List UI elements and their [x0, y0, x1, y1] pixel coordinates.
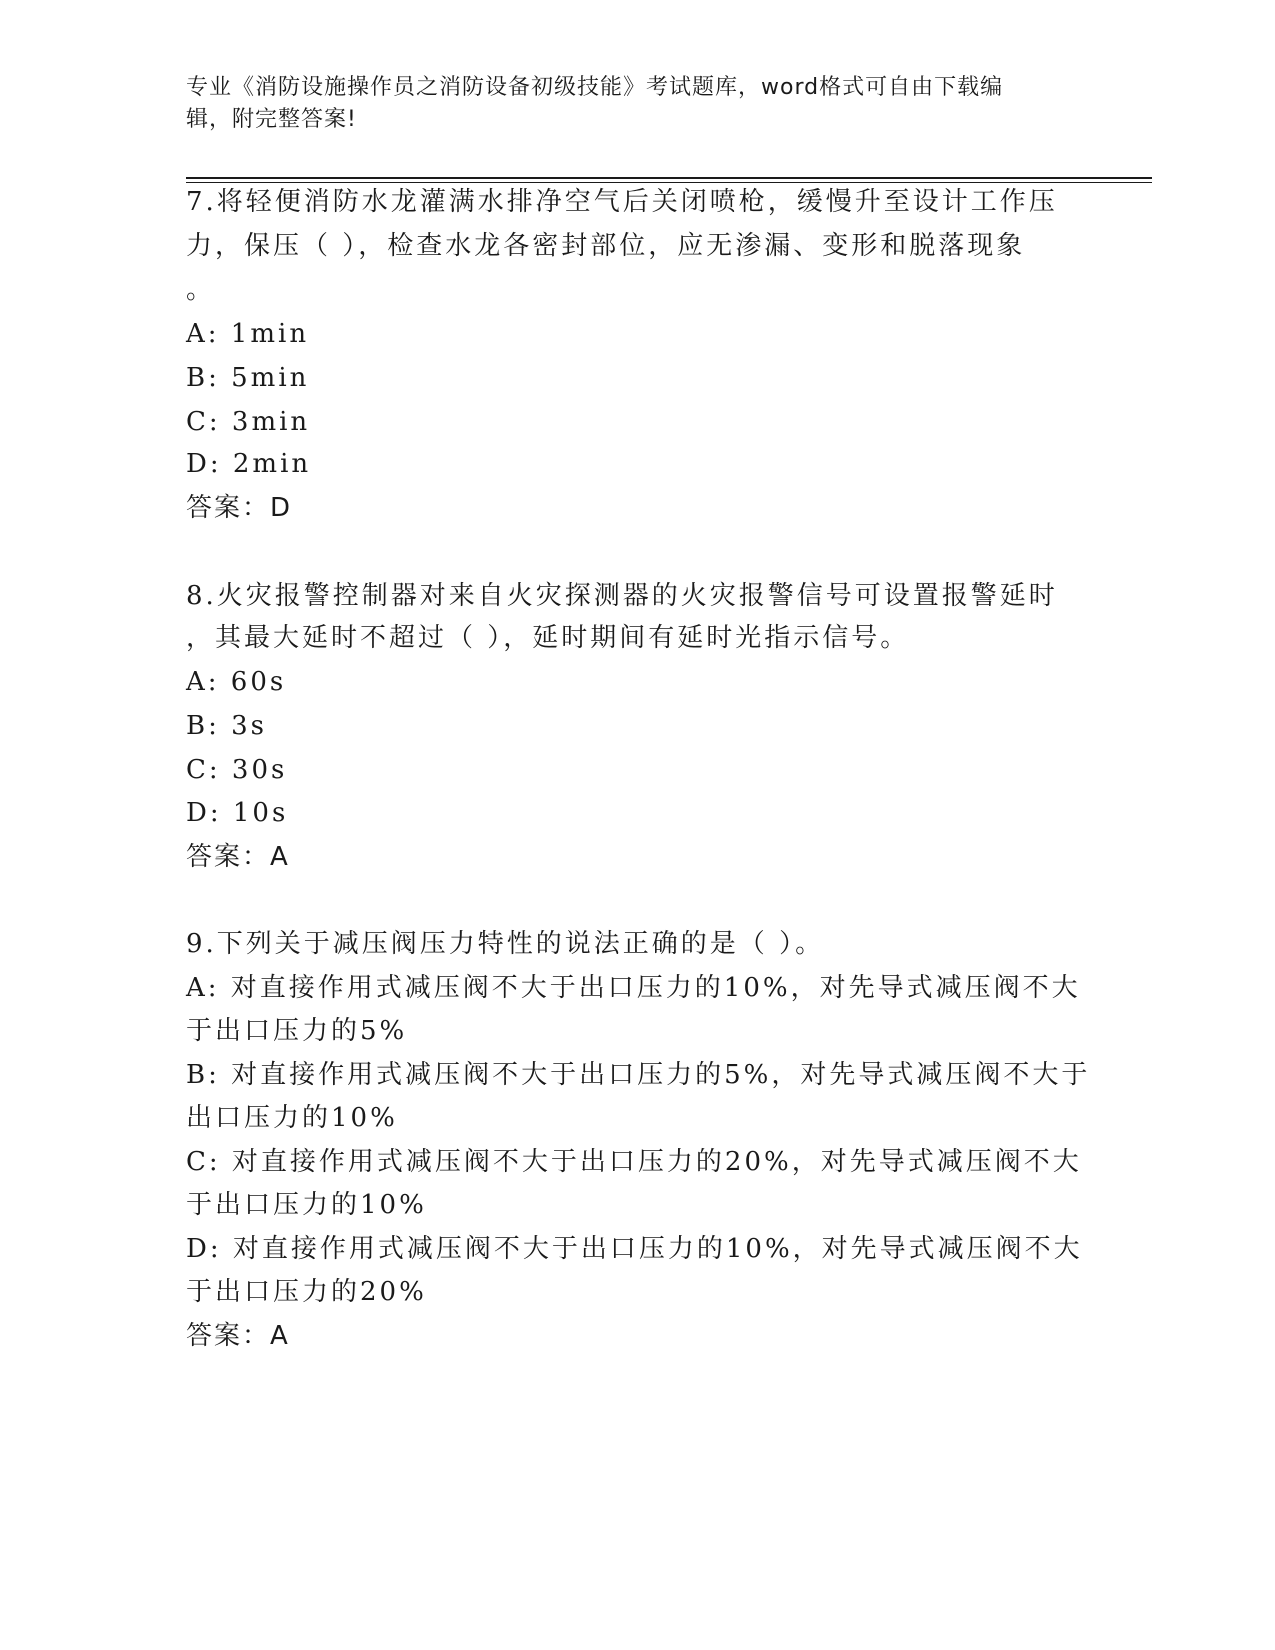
question-7-stem-line-2: 力，保压（ ），检查水龙各密封部位，应无渗漏、变形和脱落现象 — [186, 231, 1026, 261]
question-9-option-d-line-2: 于出口压力的20% — [186, 1277, 427, 1307]
question-8-option-d: D: 10s — [186, 798, 289, 828]
question-7-stem-line-3: 。 — [186, 275, 216, 305]
question-9-option-c-line-1: C: 对直接作用式减压阀不大于出口压力的20%，对先导式减压阀不大 — [186, 1147, 1082, 1177]
header-line-1: 专业《消防设施操作员之消防设备初级技能》考试题库，word格式可自由下载编 — [186, 75, 1004, 100]
header-divider — [186, 177, 1152, 179]
question-7-option-c: C: 3min — [186, 407, 311, 437]
question-8-option-b: B: 3s — [186, 711, 268, 741]
header-line-2: 辑，附完整答案! — [186, 107, 357, 132]
question-8-option-a: A: 60s — [186, 667, 287, 697]
question-7-option-b: B: 5min — [186, 363, 310, 393]
question-9-stem-line-1: 9.下列关于减压阀压力特性的说法正确的是（ ）。 — [186, 929, 825, 959]
document-header — [186, 72, 1066, 136]
question-9-option-b-line-1: B: 对直接作用式减压阀不大于出口压力的5%，对先导式减压阀不大于 — [186, 1060, 1091, 1090]
question-7-option-d: D: 2min — [186, 449, 312, 479]
question-8-stem-line-1: 8.火灾报警控制器对来自火灾探测器的火灾报警信号可设置报警延时 — [186, 581, 1058, 611]
question-7-option-a: A: 1min — [186, 319, 310, 349]
question-8-stem-line-2: ，其最大延时不超过（ ），延时期间有延时光指示信号。 — [186, 623, 910, 653]
question-8-option-c: C: 30s — [186, 755, 288, 785]
question-7-answer: 答案：D — [186, 493, 293, 523]
question-9-option-a-line-1: A: 对直接作用式减压阀不大于出口压力的10%，对先导式减压阀不大 — [186, 973, 1081, 1003]
question-9-option-b-line-2: 出口压力的10% — [186, 1103, 398, 1133]
question-9-option-d-line-1: D: 对直接作用式减压阀不大于出口压力的10%，对先导式减压阀不大 — [186, 1234, 1083, 1264]
question-7-stem-line-1: 7.将轻便消防水龙灌满水排净空气后关闭喷枪，缓慢升至设计工作压 — [186, 187, 1058, 217]
question-9-option-a-line-2: 于出口压力的5% — [186, 1016, 408, 1046]
question-8-answer: 答案：A — [186, 842, 290, 872]
header-divider-thin — [186, 182, 1152, 183]
question-9-answer: 答案：A — [186, 1321, 290, 1351]
question-9-option-c-line-2: 于出口压力的10% — [186, 1190, 427, 1220]
